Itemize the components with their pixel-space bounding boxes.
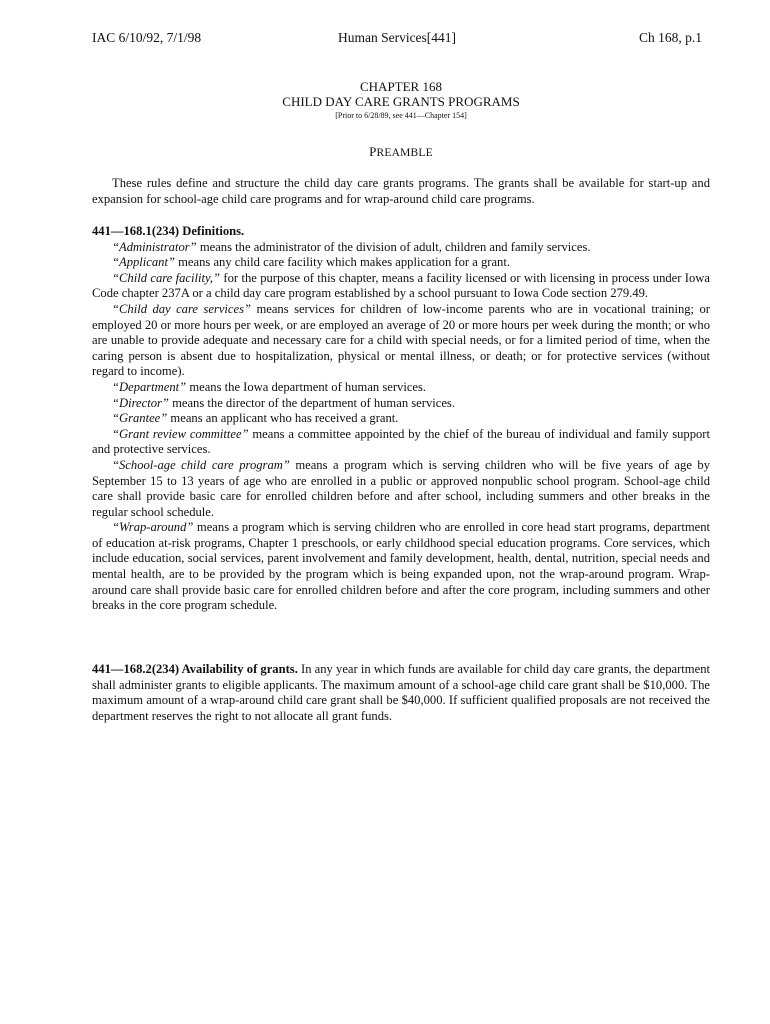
preamble-heading xyxy=(92,144,710,160)
section-heading: 441—168.2(234) Availability of grants. xyxy=(92,662,298,676)
definition-term: “Department” xyxy=(112,379,187,394)
definition-paragraph xyxy=(92,255,710,271)
definition-term: “Child day care services” xyxy=(112,301,251,316)
definition-text: means any child care facility which makes application for a grant. xyxy=(174,255,510,270)
header-agency: Human Services[441] xyxy=(337,30,457,45)
definition-paragraph xyxy=(92,380,710,396)
definition-paragraph xyxy=(92,240,710,256)
definition-term: “Administrator” xyxy=(112,239,197,254)
definition-text: means the director of the department of human services. xyxy=(168,395,455,410)
definition-term: “Grantee” xyxy=(112,411,168,426)
section-heading: 441—168.1(234) Definitions. xyxy=(92,224,245,238)
definition-text: means the administrator of the division of adult, children and family services. xyxy=(196,239,591,254)
definition-text: means services for children of low-income parents who are in vocational training; or employed 20 or more hours per week, or are employed an average of 20 or more hours per week during the month; or who are unable to provide adequate and necessary care for a child with special needs, or for a limited period of time, when the caring person is absent due to hospitalization, physical or mental illness, or death; or for protective services (without regard to income). xyxy=(92,301,710,379)
definition-text: for the purpose of this chapter, means a facility licensed or with licensing in process under Iowa Code chapter 237A or a child day care program established by a school pursuant to Iowa Code section 279.49. xyxy=(92,270,710,301)
definition-paragraph xyxy=(92,396,710,412)
preamble-heading-initial: P xyxy=(369,144,377,159)
header-page-number: Ch 168, p.1 xyxy=(638,30,702,45)
chapter-number: CHAPTER 168 xyxy=(360,79,442,94)
definition-text: means a program which is serving children who will be five years of age by September 15 to 13 years of age who are enrolled in a public or approved nonpublic school program. School-age child care shall provide basic care for enrolled children before and after school, including summers and other breaks in the regular school schedule. xyxy=(92,457,710,519)
definition-paragraph xyxy=(92,302,710,380)
definition-text: means an applicant who has received a grant. xyxy=(167,411,399,426)
preamble-heading-rest: REAMBLE xyxy=(376,147,433,159)
chapter-history-note: [Prior to 6/28/89, see 441—Chapter 154] xyxy=(335,111,467,120)
definition-term: “Wrap-around” xyxy=(112,520,194,535)
definition-term: “Grant review committee” xyxy=(112,426,249,441)
definition-term: “Director” xyxy=(112,395,169,410)
preamble-text: These rules define and structure the child day care grants programs. The grants shall be available for start-up and expansion for school-age child care programs and for wrap-around child care programs. xyxy=(92,176,710,206)
preamble-section xyxy=(92,176,710,207)
definition-paragraph xyxy=(92,520,710,614)
chapter-title: CHILD DAY CARE GRANTS PROGRAMS xyxy=(282,94,520,109)
definition-paragraph xyxy=(92,427,710,458)
definitions-section xyxy=(92,224,710,614)
definition-paragraph xyxy=(92,411,710,427)
availability-text: In any year in which funds are available for child day care grants, the department shall administer grants to eligible applicants. The maximum amount of a school-age child care grant shall be $10,000. The maximum amount of a wrap-around child care grant shall be $40,000. If sufficient qualified proposals are not received the department reserves the right to not allocate all grant funds. xyxy=(92,662,710,723)
definition-paragraph xyxy=(92,271,710,302)
definition-text: means a program which is serving children who are enrolled in core head start programs, department of education at-risk programs, Chapter 1 preschools, or early childhood special education programs. Core services, which include education, social services, parent involvement and family development, health, dental, nutrition, special needs and mental health, are to be provided by the program which is being expanded upon, not the wrap-around program. Wrap-around care shall provide basic care for enrolled children before and after the core program, including summers and other breaks in the core program schedule. xyxy=(92,520,710,613)
header-citation: IAC 6/10/92, 7/1/98 xyxy=(92,30,202,45)
availability-paragraph xyxy=(92,662,710,724)
definition-term: “School-age child care program” xyxy=(112,457,290,472)
running-header xyxy=(92,30,702,50)
definition-paragraph xyxy=(92,458,710,520)
definition-term: “Child care facility,” xyxy=(112,270,221,285)
definition-term: “Applicant” xyxy=(112,255,175,270)
definition-text: means a committee appointed by the chief of the bureau of individual and family support and protective services. xyxy=(92,426,710,457)
availability-section xyxy=(92,662,710,724)
definition-text: means the Iowa department of human services. xyxy=(186,379,427,394)
